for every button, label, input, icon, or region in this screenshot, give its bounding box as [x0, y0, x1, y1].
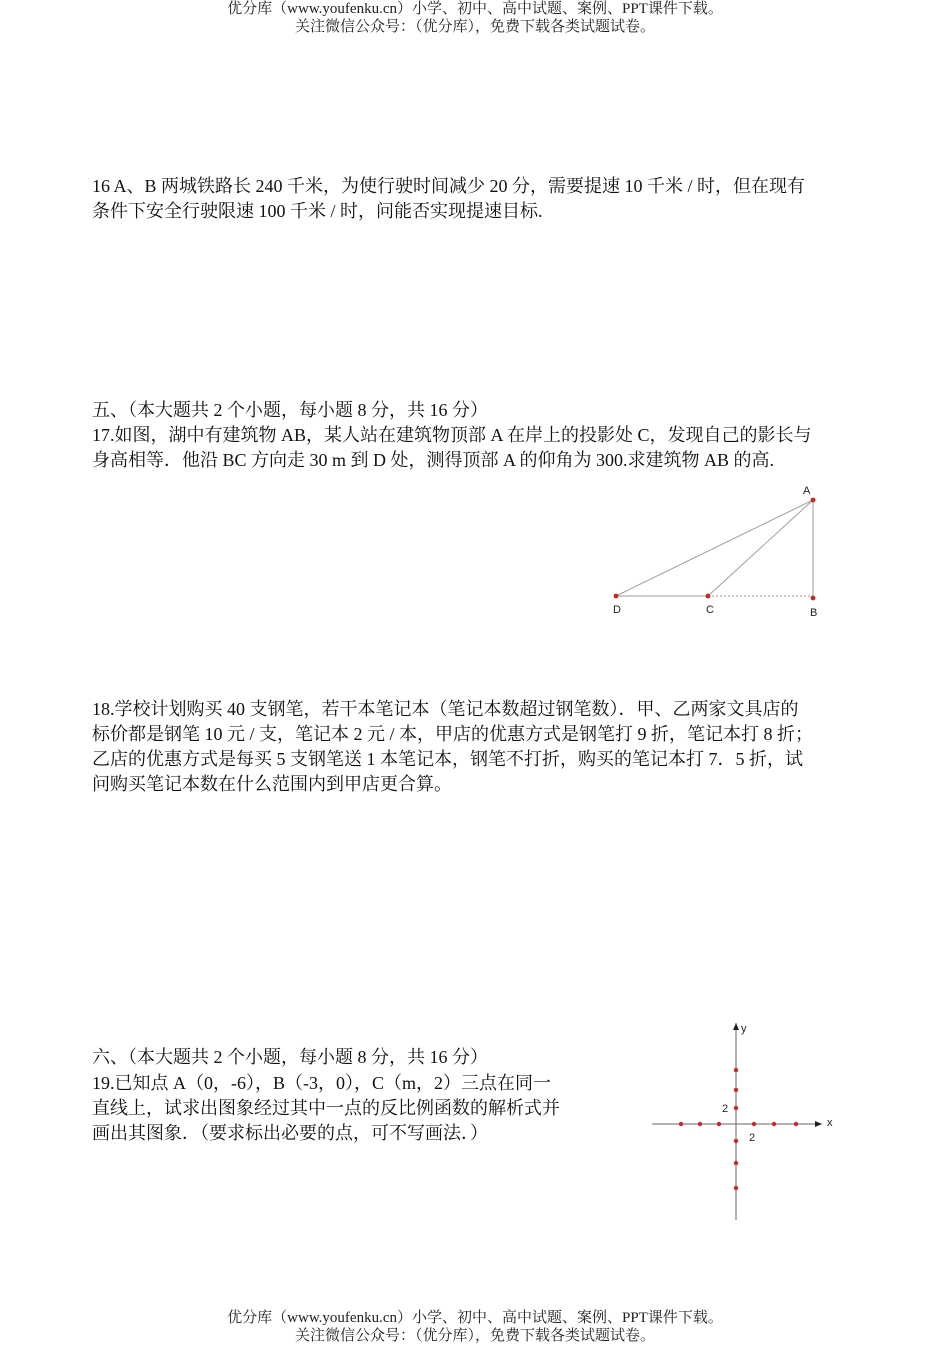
grid-point — [794, 1122, 798, 1126]
header-line-1: 优分库（www.youfenku.cn）小学、初中、高中试题、案例、PPT课件下载。 — [227, 1, 723, 17]
q19-axes-figure — [650, 1015, 840, 1225]
y-tick-label: 2 — [722, 1103, 729, 1115]
label-d: D — [613, 604, 621, 616]
grid-point — [734, 1106, 738, 1110]
q18-line-2: 标价都是钢笔 10 元 / 支，笔记本 2 元 / 本，甲店的优惠方式是钢笔打 9 折，笔记本打 8 折； — [92, 724, 813, 744]
label-c: C — [706, 604, 714, 616]
grid-point — [734, 1161, 738, 1165]
section-5-title — [92, 398, 862, 423]
q19-line-3: 画出其图象．（要求标出必要的点，可不写画法．） — [92, 1123, 488, 1143]
grid-point — [734, 1068, 738, 1072]
q18-line-3: 乙店的优惠方式是每买 5 支钢笔送 1 本笔记本，钢笔不打折，购买的笔记本打 7．5 折，试 — [92, 749, 803, 769]
footer-line-2: 关注微信公众号：（优分库），免费下载各类试题试卷。 — [294, 1328, 655, 1344]
section-6-title-text: 六、（本大题共 2 个小题，每小题 8 分，共 16 分） — [92, 1047, 488, 1067]
grid-point — [752, 1122, 756, 1126]
label-a: A — [803, 485, 811, 497]
grid-point — [734, 1139, 738, 1143]
grid-point — [717, 1122, 721, 1126]
y-axis-label: y — [741, 1023, 747, 1035]
page-footer — [0, 1309, 950, 1345]
q16-line-1: 16 A、B 两城铁路长 240 千米，为使行驶时间减少 20 分，需要提速 10 千米 / 时，但在现有 — [92, 176, 806, 196]
point-c — [706, 594, 711, 599]
question-19 — [92, 1071, 627, 1146]
q16-line-2: 条件下安全行驶限速 100 千米 / 时，问能否实现提速目标. — [92, 201, 543, 221]
grid-point — [734, 1088, 738, 1092]
question-17 — [92, 423, 862, 473]
segment-ca — [708, 500, 813, 596]
grid-point — [698, 1122, 702, 1126]
segment-da — [616, 500, 813, 596]
footer-line-1: 优分库（www.youfenku.cn）小学、初中、高中试题、案例、PPT课件下载。 — [227, 1310, 723, 1326]
q18-line-1: 18.学校计划购买 40 支钢笔，若干本笔记本（笔记本数超过钢笔数）．甲、乙两家文具店的 — [92, 699, 799, 719]
question-16 — [92, 174, 862, 224]
header-line-2: 关注微信公众号：（优分库），免费下载各类试题试卷。 — [294, 19, 655, 35]
point-d — [614, 594, 619, 599]
q19-line-1: 19.已知点 A（0，-6），B（-3，0），C（m，2）三点在同一 — [92, 1073, 551, 1093]
x-axis-label: x — [827, 1117, 833, 1129]
x-tick-label: 2 — [749, 1132, 756, 1144]
grid-point — [772, 1122, 776, 1126]
q17-line-2: 身高相等．他沿 BC 方向走 30 m 到 D 处，测得顶部 A 的仰角为 300.求建筑物 AB 的高. — [92, 450, 775, 470]
q19-line-2: 直线上，试求出图象经过其中一点的反比例函数的解析式并 — [92, 1098, 560, 1118]
section-5-title-text: 五、（本大题共 2 个小题，每小题 8 分，共 16 分） — [92, 400, 488, 420]
q17-figure — [600, 480, 840, 630]
point-b — [811, 596, 816, 601]
q18-line-4: 问购买笔记本数在什么范围内到甲店更合算。 — [92, 774, 452, 794]
point-a — [811, 498, 816, 503]
grid-point — [679, 1122, 683, 1126]
page-header — [0, 0, 950, 36]
question-18 — [92, 697, 862, 797]
q17-line-1: 17.如图，湖中有建筑物 AB，某人站在建筑物顶部 A 在岸上的投影处 C，发现自己的影长与 — [92, 425, 812, 445]
grid-point — [734, 1186, 738, 1190]
label-b: B — [810, 607, 818, 619]
